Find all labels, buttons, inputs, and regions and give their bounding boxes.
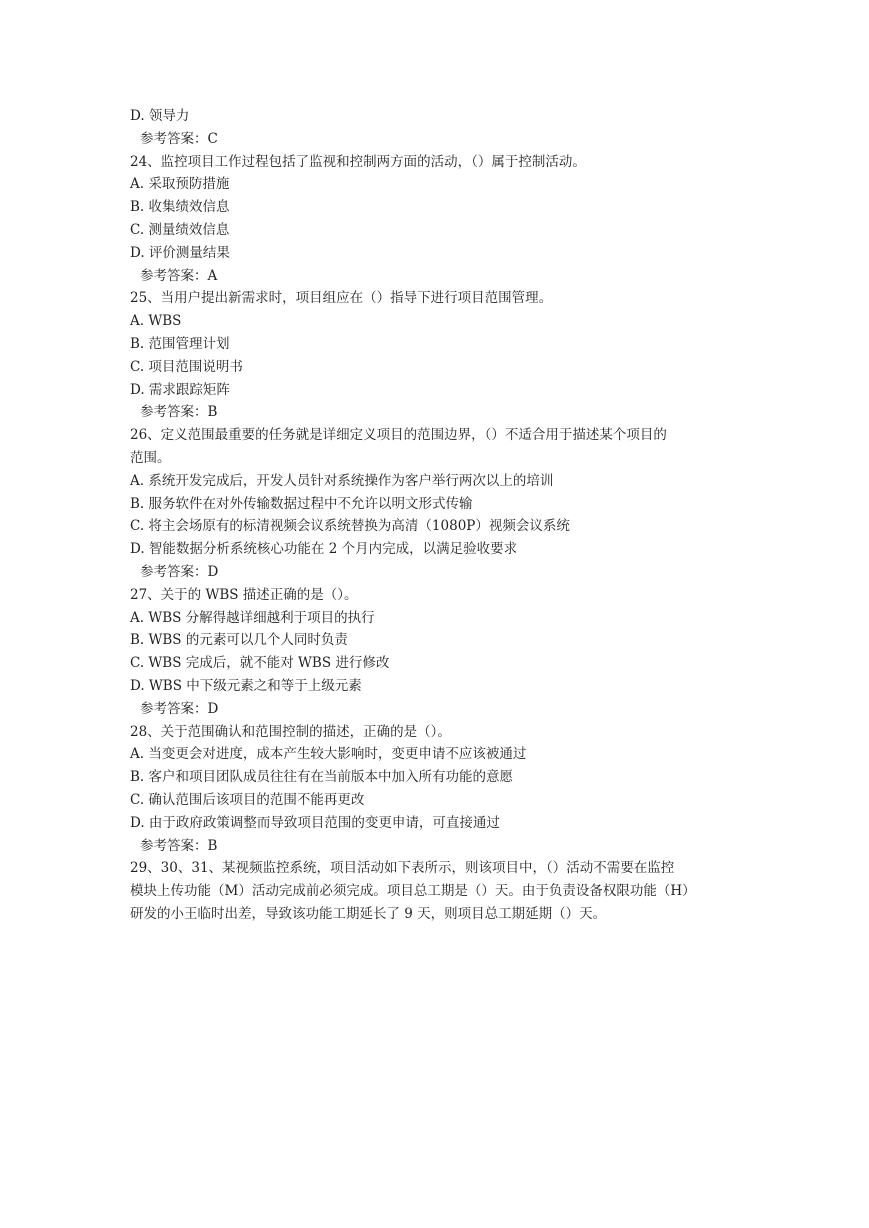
option-text: B. WBS 的元素可以几个人同时负责 [130,632,348,649]
option-text: B. 范围管理计划 [130,335,230,352]
answer-text: 参考答案：B [140,837,218,854]
question-stem: 24、监控项目工作过程包括了监视和控制两方面的活动，（）属于控制活动。 [130,153,586,170]
option-text: B. 服务软件在对外传输数据过程中不允许以明文形式传输 [130,495,473,512]
option-text: B. 客户和项目团队成员往往有在当前版本中加入所有功能的意愿 [130,769,514,786]
answer-text: 参考答案：A [140,267,218,284]
answer-text: 参考答案：C [140,130,218,147]
option-text: B. 收集绩效信息 [130,199,230,216]
option-text: D. WBS 中下级元素之和等于上级元素 [130,677,362,694]
question-stem: 27、关于的 WBS 描述正确的是（）。 [130,586,358,603]
answer-text: 参考答案：D [140,563,219,580]
answer-text: 参考答案：D [140,700,219,717]
question-stem-continued: 模块上传功能（M）活动完成前必须完成。项目总工期是（）天。由于负责设备权限功能（H） [130,883,696,900]
option-text: D. 评价测量结果 [130,244,230,261]
option-text: D. 由于政府政策调整而导致项目范围的变更申请，可直接通过 [130,814,500,831]
option-text: A. WBS 分解得越详细越利于项目的执行 [130,609,375,626]
option-text: A. WBS [130,313,182,330]
question-stem-continued: 范围。 [130,449,171,466]
option-text: D. 智能数据分析系统核心功能在 2 个月内完成，以满足验收要求 [130,541,518,558]
document-body [130,105,775,926]
option-text: C. 测量绩效信息 [130,221,230,238]
option-text: A. 系统开发完成后，开发人员针对系统操作为客户举行两次以上的培训 [130,472,554,489]
question-stem: 26、定义范围最重要的任务就是详细定义项目的范围边界，（）不适合用于描述某个项目的 [130,427,667,444]
option-text: D. 领导力 [130,108,190,124]
answer-text: 参考答案：B [140,404,218,421]
option-text: C. WBS 完成后，就不能对 WBS 进行修改 [130,655,390,672]
question-stem: 29、30、31、某视频监控系统，项目活动如下表所示，则该项目中，（）活动不需要在监控 [130,860,675,877]
option-text: C. 将主会场原有的标清视频会议系统替换为高清（1080P）视频会议系统 [130,518,570,535]
option-text: C. 项目范围说明书 [130,358,243,375]
question-stem-continued: 研发的小王临时出差，导致该功能工期延长了 9 天，则项目总工期延期（）天。 [130,905,607,922]
option-text: A. 当变更会对进度，成本产生较大影响时，变更申请不应该被通过 [130,746,527,763]
question-stem: 28、关于范围确认和范围控制的描述，正确的是（）。 [130,723,451,740]
question-stem: 25、当用户提出新需求时，项目组应在（）指导下进行项目范围管理。 [130,290,553,307]
option-text: C. 确认范围后该项目的范围不能再更改 [130,791,365,808]
option-text: D. 需求跟踪矩阵 [130,381,230,398]
option-text: A. 采取预防措施 [130,176,230,193]
